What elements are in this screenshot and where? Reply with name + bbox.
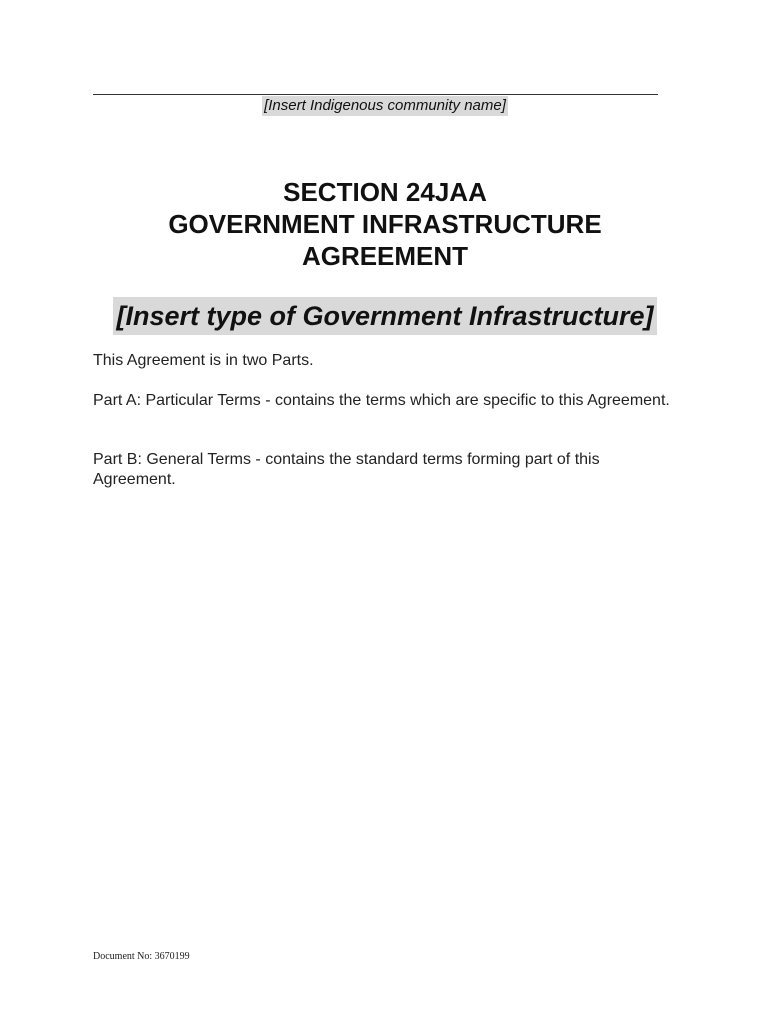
community-name-rule — [93, 94, 658, 95]
title-line-1: SECTION 24JAA — [283, 177, 487, 207]
paragraph-intro: This Agreement is in two Parts. — [93, 352, 314, 369]
paragraph-part-a: Part A: Particular Terms - contains the terms which are specific to this Agreement. — [93, 392, 670, 409]
infrastructure-type-line — [0, 297, 770, 335]
paragraph-part-b: Part B: General Terms - contains the standard terms forming part of this Agreement. — [93, 451, 600, 488]
document-number: Document No: 3670199 — [93, 951, 190, 962]
community-name-line — [0, 96, 770, 116]
title-line-3: AGREEMENT — [301, 241, 469, 271]
community-name-placeholder: [Insert Indigenous community name] — [264, 97, 506, 114]
infrastructure-type-placeholder: [Insert type of Government Infrastructure] — [113, 297, 656, 335]
title-line-2: GOVERNMENT INFRASTRUCTURE — [168, 209, 602, 239]
document-title — [0, 176, 770, 272]
